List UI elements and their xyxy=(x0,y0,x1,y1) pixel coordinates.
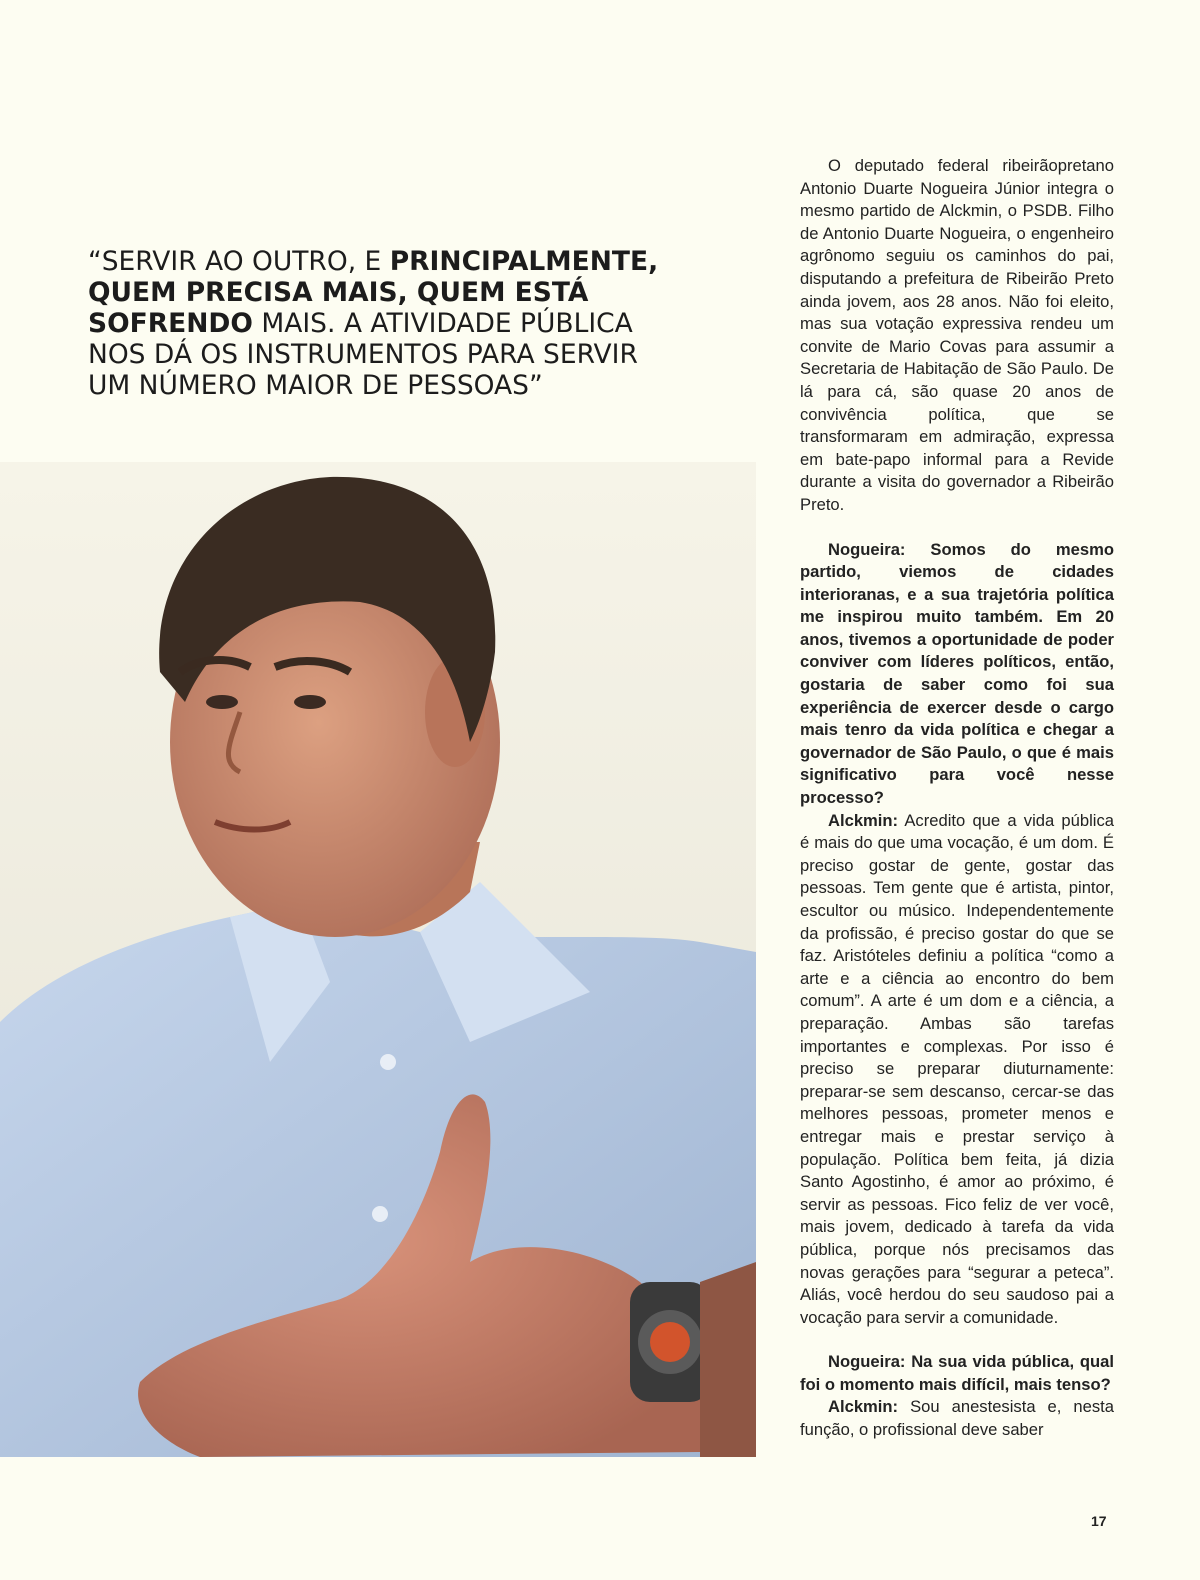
answer-1-speaker: Alckmin: xyxy=(828,810,899,830)
article-intro: O deputado federal ribeirãopretano Antonio Duarte Nogueira Júnior integra o mesmo partido de Alckmin, o PSDB. Filho de Antonio Duarte Nogueira, o engenheiro agrônomo seguiu os caminhos do pai, disputando a prefeitura de Ribeirão Preto ainda jovem, aos 28 anos. Não foi eleito, mas sua votação expressiva rendeu um convite de Mario Covas para assumir a Secretaria de Habitação de São Paulo. De lá para cá, são quase 20 anos de convivência política, que se transformaram em admiração, expressa em bate-papo informal para a Revide durante a visita do governador a Ribeirão Preto. xyxy=(800,156,1114,514)
question-1: Nogueira: Somos do mesmo partido, viemos de cidades interioranas, e a sua trajetória política me inspirou muito também. Em 20 anos, tivemos a oportunidade de poder conviver com líderes políticos, então, gostaria de saber como foi sua experiência de exercer desde o cargo mais tenro da vida política e chegar a governador de São Paulo, o que é mais significativo para você nesse processo? xyxy=(800,539,1114,808)
pull-quote-emphasis: PRINCIPALMENTE, QUEM PRECISA MAIS, QUEM ESTÁ SOFRENDO xyxy=(88,246,659,339)
answer-1-text: Acredito que a vida pública é mais do que uma vocação, é um dom. É preciso gostar de gente, gostar das pessoas. Tem gente que é artista, pintor, escultor ou músico. Independentemente da profissão, é preciso gostar do que se faz. Aristóteles definiu a política “como a arte e a ciência ao encontro do bem comum”. A arte é um dom e a ciência, a preparação. Ambas são tarefas importantes e complexas. Por isso é preciso se preparar diuturnamente: preparar-se sem descanso, cercar-se das melhores pessoas, prometer menos e entregar mais e prestar serviço à população. Política bem feita, já dizia Santo Agostinho, é amor ao próximo, é servir as pessoas. Fico feliz de ver você, mais jovem, dedicado à tarefa da vida pública, porque nós precisamos das novas gerações para “segurar a peteca”. Aliás, você herdou do seu saudoso pai a vocação para servir a comunidade. xyxy=(800,810,1114,1327)
portrait-illustration xyxy=(0,462,756,1457)
answer-2-text: Sou anestesista e, nesta função, o profissional deve saber xyxy=(800,1397,1114,1440)
answer-2 xyxy=(800,1396,1114,1441)
question-2: Nogueira: Na sua vida pública, qual foi o momento mais difícil, mais tenso? xyxy=(800,1352,1114,1394)
pull-quote-text: “SERVIR AO OUTRO, E xyxy=(88,246,390,277)
pull-quote xyxy=(88,246,688,401)
answer-2-speaker: Alckmin: xyxy=(828,1397,899,1417)
article-body xyxy=(800,155,1114,1442)
pull-quote-text-end: MAIS. A ATIVIDADE PÚBLICA NOS DÁ OS INSTRUMENTOS PARA SERVIR UM NÚMERO MAIOR DE PESSOAS” xyxy=(88,308,638,401)
portrait-photo xyxy=(0,462,756,1457)
answer-1 xyxy=(800,810,1114,1330)
page-number: 17 xyxy=(1091,1513,1107,1529)
